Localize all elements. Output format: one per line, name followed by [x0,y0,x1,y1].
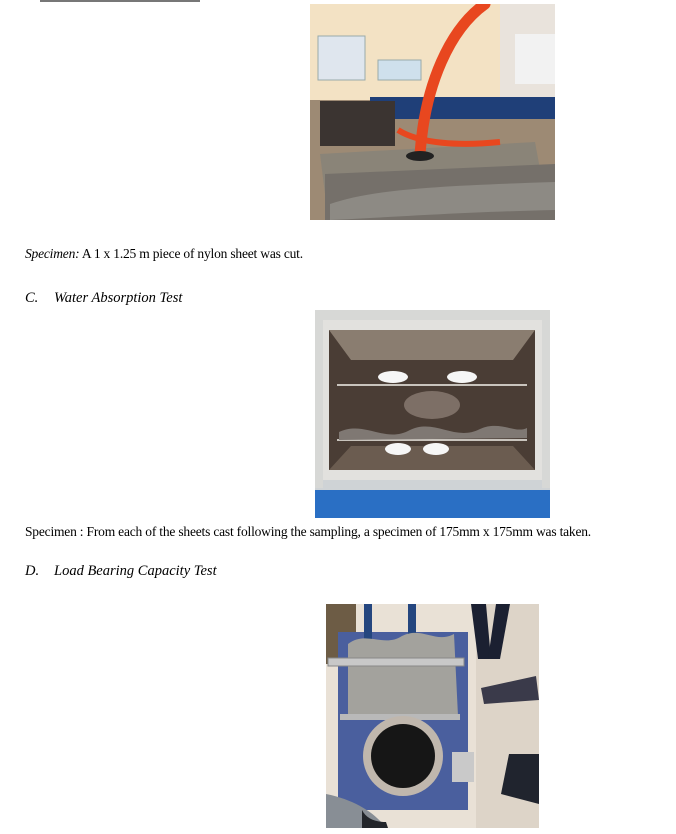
figure-1-caption [25,246,303,262]
figure-3-photo [326,604,539,828]
roof-sheet-pour-image [310,4,555,220]
caption-label: Specimen: [25,246,80,261]
figure-2-photo [315,310,550,518]
section-c-title: Water Absorption Test [54,290,183,306]
figure-1-photo [310,4,555,220]
caption-text: A 1 x 1.25 m piece of nylon sheet was cut. [79,246,303,261]
oven-interior-image [315,310,550,518]
load-test-frame-image [326,604,539,828]
section-d-title: Load Bearing Capacity Test [54,563,217,579]
section-c-heading [25,290,182,307]
figure-2-caption: Specimen : From each of the sheets cast following the sampling, a specimen of 175mm x 175mm was taken. [25,524,591,539]
section-d-heading [25,563,217,580]
section-c-number: C. [25,290,39,306]
cut-off-text-line [0,0,210,3]
section-d-number: D. [25,563,40,579]
